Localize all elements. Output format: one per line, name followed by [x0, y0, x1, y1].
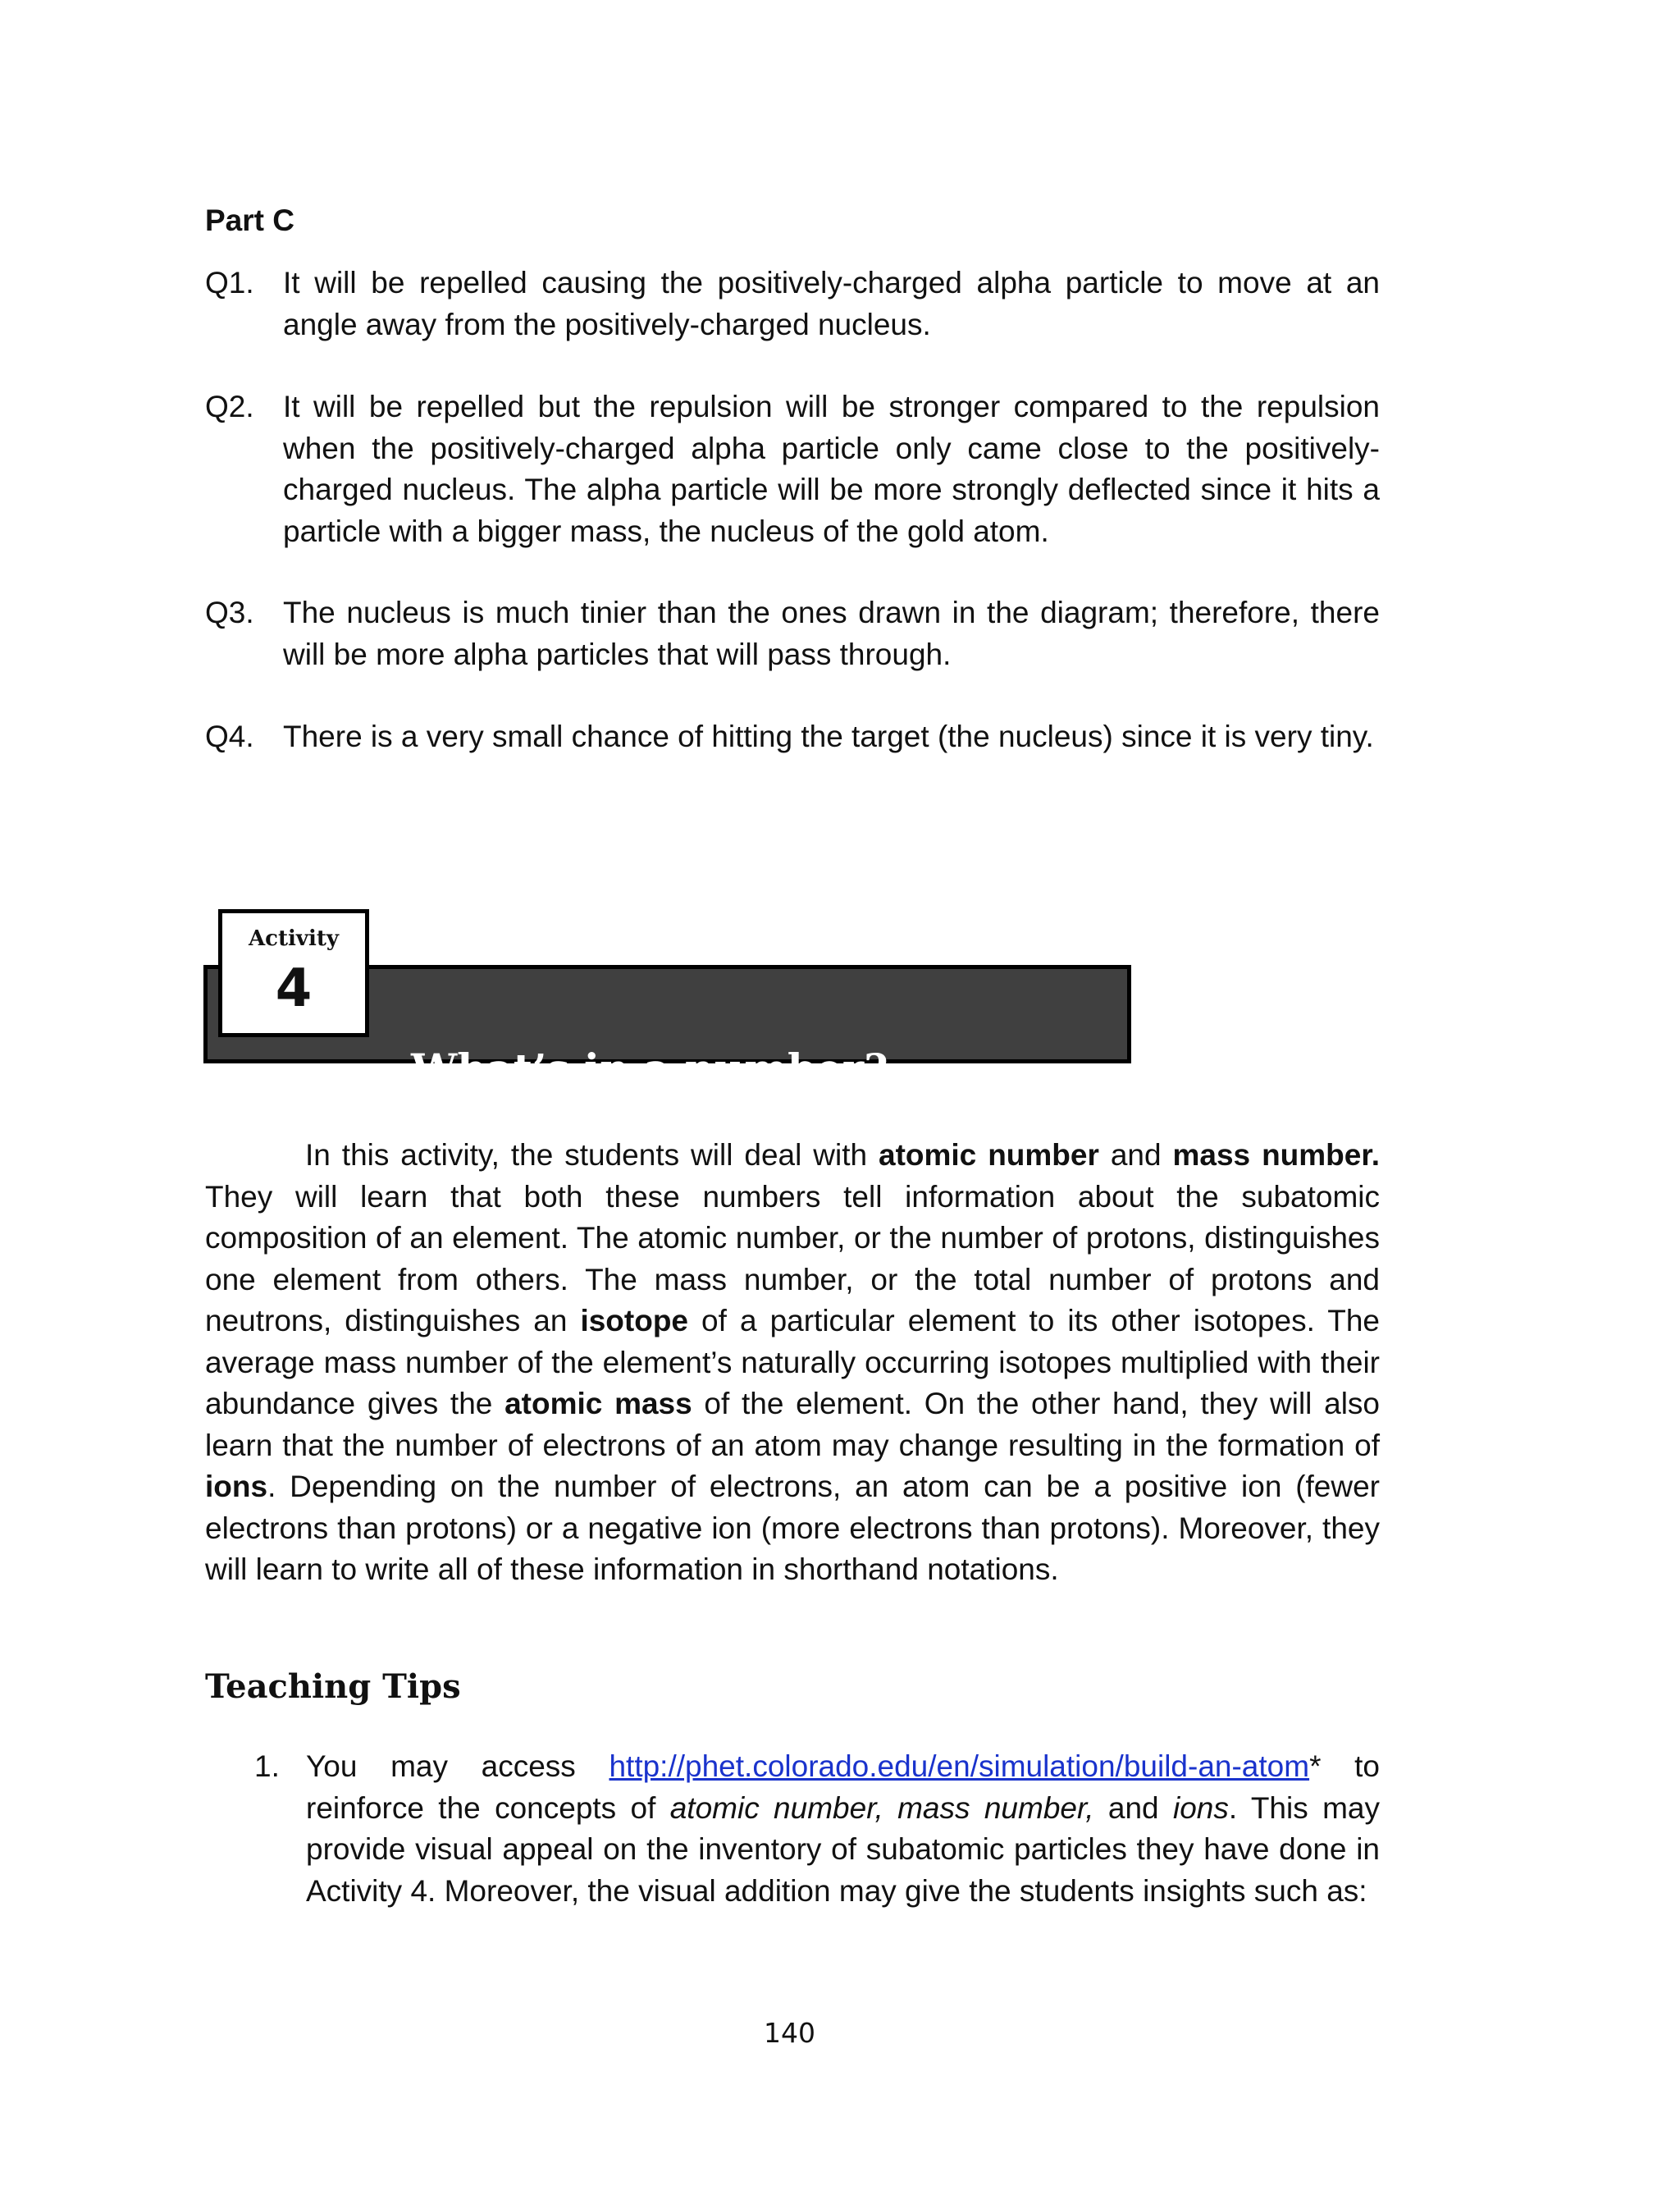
intro-paragraph	[205, 1135, 1380, 1591]
answer-text: It will be repelled but the repulsion will be stronger compared to the repulsion when the positively-charged alpha particle only came close to the positively-charged nucleus. The alpha particle will be more strongly deflected since it hits a particle with a bigger mass, the nucleus of the gold atom.	[283, 390, 1380, 548]
tip-text-part: . This may provide visual appeal on the inventory of subatomic particles they have done in Activity 4. Moreover, the visual addition may give the students insights such as:	[306, 1790, 1380, 1908]
intro-text: . Depending on the number of electrons, an atom can be a positive ion (fewer electrons than protons) or a negative ion (more electrons than protons). Moreover, they will learn to write all of these information in shorthand notations.	[205, 1470, 1380, 1586]
activity-label: Activity	[249, 926, 339, 951]
term-atomic-mass: atomic mass	[504, 1387, 692, 1420]
tip-text-part: You may access	[306, 1749, 609, 1783]
term-isotope: isotope	[580, 1304, 689, 1337]
page-number: 140	[764, 2017, 815, 2049]
question-number: Q2.	[205, 390, 254, 423]
term-ions: ions	[205, 1470, 268, 1503]
answer-q3	[205, 592, 1380, 675]
answer-text: There is a very small chance of hitting the target (the nucleus) since it is very tiny.	[283, 720, 1374, 753]
answer-q1	[205, 263, 1380, 345]
teaching-tips-heading: Teaching Tips	[205, 1667, 461, 1706]
tip-text	[306, 1746, 1380, 1912]
answer-text: It will be repelled causing the positively-charged alpha particle to move at an angle away from the positively-charged nucleus.	[283, 266, 1380, 341]
activity-banner	[203, 909, 1126, 1093]
answer-q2	[205, 386, 1380, 552]
intro-text: and	[1098, 1138, 1173, 1172]
activity-number-box	[218, 909, 369, 1037]
question-number: Q4.	[205, 720, 254, 753]
tip-number: 1.	[254, 1749, 280, 1783]
tip-italic-terms: atomic number, mass number,	[669, 1790, 1094, 1825]
term-atomic-number: atomic number	[879, 1138, 1099, 1172]
question-number: Q3.	[205, 596, 254, 629]
tip-text-part: and	[1093, 1790, 1173, 1825]
part-c-heading: Part C	[205, 203, 294, 237]
teaching-tip-1	[254, 1746, 1380, 1912]
answer-q4	[205, 716, 1380, 758]
activity-title: What’s in a number?	[411, 1045, 888, 1093]
phet-simulation-link[interactable]: http://phet.colorado.edu/en/simulation/build-an-atom	[609, 1749, 1310, 1783]
tip-italic-ions: ions	[1172, 1790, 1229, 1825]
intro-text: They will learn that both these numbers tell information about the subatomic composition of an element. The atomic number, or the number of protons, distinguishes one element from others. The mass number, or the total number of protons and neutrons, distinguishes an	[205, 1179, 1380, 1337]
tip-text-part: * to reinforce the concepts of	[306, 1749, 1380, 1825]
question-number: Q1.	[205, 266, 254, 299]
term-mass-number: mass number.	[1172, 1138, 1380, 1172]
answer-text: The nucleus is much tinier than the ones drawn in the diagram; therefore, there will be more alpha particles that will pass through.	[283, 596, 1380, 671]
intro-text: of a particular element to its other isotopes. The average mass number of the element’s naturally occurring isotopes multiplied with their abundance gives the	[205, 1304, 1380, 1420]
intro-text: In this activity, the students will deal with	[305, 1138, 879, 1172]
activity-number: 4	[275, 958, 313, 1019]
intro-text: of the element. On the other hand, they will also learn that the number of electrons of an atom may change resulting in the formation of	[205, 1387, 1380, 1462]
